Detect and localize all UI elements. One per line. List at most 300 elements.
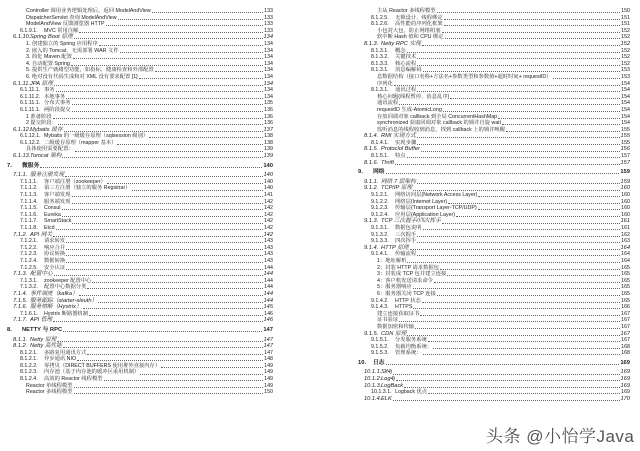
toc-entry-title: 多路复用通讯方式 <box>44 349 87 356</box>
toc-entry[interactable] <box>7 107 273 114</box>
toc-entry[interactable] <box>7 212 273 219</box>
toc-entry[interactable] <box>7 67 273 74</box>
toc-entry-number: 8.1.3.3. <box>371 60 389 67</box>
dot-leader <box>417 255 620 256</box>
toc-entry-page: 159 <box>620 169 630 176</box>
toc-entry-title: HTTPS <box>395 304 413 311</box>
toc-entry[interactable] <box>358 120 630 127</box>
toc-entry-page: 165 <box>621 290 630 297</box>
toc-entry-page: 136 <box>264 113 273 120</box>
toc-entry[interactable] <box>358 107 630 114</box>
toc-entry-title: 主从 Reactor 多线程模型 <box>377 8 436 14</box>
toc-entry-title: Slf4j <box>381 369 393 376</box>
toc-entry[interactable] <box>358 153 630 160</box>
toc-entry[interactable] <box>358 376 630 383</box>
toc-chapter[interactable] <box>358 169 630 176</box>
toc-entry-number: 7.1.6.1. <box>20 310 38 317</box>
dot-leader <box>106 25 264 26</box>
toc-entry[interactable] <box>7 291 273 298</box>
toc-entry-title: 数据包说明 <box>395 225 422 231</box>
toc-entry-title: 服务熔断（Hystrix） <box>30 304 82 311</box>
toc-entry-page: 165 <box>621 284 630 291</box>
toc-entry-number: 9.1.2. <box>364 185 379 192</box>
toc-chapter[interactable] <box>358 360 630 367</box>
toc-entry[interactable] <box>358 8 630 15</box>
toc-entry-title: 息数据结构（接口名称+方法名+参数类型和参数值+超时时间+ requestID） <box>377 73 552 80</box>
toc-entry-title: JPA 原理 <box>30 80 53 87</box>
dot-leader <box>393 374 619 375</box>
toc-entry-title: HTTP 状态 <box>395 297 421 304</box>
toc-entry-title: API 网关 <box>30 231 53 238</box>
toc-entry-page: 160 <box>620 185 630 192</box>
dot-leader <box>421 151 620 152</box>
toc-entry[interactable] <box>7 218 273 225</box>
toc-entry[interactable] <box>358 140 630 147</box>
toc-entry-title: MVC 常用注解 <box>44 27 79 34</box>
dot-leader <box>63 347 263 348</box>
dot-leader <box>62 157 262 158</box>
toc-chapter[interactable] <box>7 163 273 170</box>
toc-entry-page: 134 <box>264 93 273 100</box>
toc-entry[interactable] <box>358 34 630 41</box>
toc-entry-title: 本地事务 <box>44 93 66 100</box>
toc-entry-number: 9.1.4. <box>364 244 379 251</box>
toc-entry[interactable] <box>358 67 630 74</box>
toc-entry-title: 2. 嵌入的 Tomcat，无需部署 WAR 文件 <box>26 47 119 54</box>
toc-entry-title: Hystrix 断路器机制 <box>44 310 89 317</box>
toc-entry-title: 数据加密和传输 <box>377 323 415 330</box>
toc-entry-title: 5. 提供生产就绪型功能，如指标，健康检查和外部配置 <box>26 67 154 74</box>
toc-entry[interactable] <box>7 54 273 61</box>
dot-leader <box>161 367 263 368</box>
dot-leader <box>72 111 264 112</box>
toc-entry-page: 142 <box>264 211 273 218</box>
toc-entry[interactable] <box>358 21 630 28</box>
toc-entry[interactable] <box>7 258 273 265</box>
toc-entry-title: 4：客户机发送请求命令 <box>377 277 433 284</box>
dot-leader <box>434 282 620 283</box>
toc-entry-page: 134 <box>263 34 273 41</box>
dot-leader <box>444 25 620 26</box>
dot-leader <box>140 374 263 375</box>
toc-entry-page: 134 <box>264 87 273 94</box>
toc-entry-title: 网络层(Internet Layer) <box>395 198 448 205</box>
toc-entry-page: 167 <box>621 310 630 317</box>
dot-leader <box>66 255 263 256</box>
toc-entry-number: 7.1.1.3. <box>20 192 38 199</box>
dot-leader <box>450 98 620 99</box>
toc-entry-title: ModelAndView 反馈浏览器 HTTP <box>26 21 105 28</box>
dot-leader <box>437 12 621 13</box>
toc-entry[interactable] <box>358 350 630 357</box>
dot-leader <box>53 236 262 237</box>
dot-leader <box>54 85 263 86</box>
toc-entry-title: 管理系统： <box>395 350 422 357</box>
toc-entry-page: 140 <box>263 162 273 169</box>
toc-entry-title: 服务端发现 <box>44 198 71 205</box>
toc-entry-page: 133 <box>264 21 273 28</box>
toc-entry-page: 142 <box>264 218 273 225</box>
watermark: 头条 @小怡学Java <box>486 427 635 446</box>
toc-entry[interactable] <box>7 74 273 81</box>
toc-entry-page: 169 <box>620 369 630 376</box>
toc-entry-title: Tomcat 架构 <box>30 153 62 160</box>
toc-entry[interactable] <box>358 218 630 225</box>
dot-leader <box>417 137 620 138</box>
toc-entry-title: Reactor 多线程模型 <box>26 389 73 396</box>
toc-entry[interactable] <box>358 271 630 278</box>
toc-entry-page: 169 <box>620 376 630 383</box>
toc-entry[interactable] <box>7 343 273 350</box>
toc-entry-number: 7.1.3.1. <box>20 277 38 284</box>
toc-entry[interactable] <box>358 192 630 199</box>
toc-entry-title: DispatcherServlet 查询 ModelAndView <box>26 14 117 21</box>
toc-entry-page: 142 <box>264 198 273 205</box>
toc-entry-title: API 管理 <box>30 317 53 324</box>
toc-entry[interactable] <box>7 356 273 363</box>
toc-entry-title: 存放回调对象 callback 到全局 ConcurrentHashMap <box>377 113 498 120</box>
toc-entry-number: 7.1.1.6. <box>20 211 38 218</box>
dot-leader <box>506 131 620 132</box>
toc-entry[interactable] <box>7 225 273 232</box>
toc-entry[interactable] <box>7 21 273 28</box>
toc-entry-title: Log4j <box>381 376 395 383</box>
toc-entry-title: ELK <box>381 395 392 402</box>
toc-entry-page: 150 <box>264 389 273 396</box>
toc-entry-page: 140 <box>263 172 273 179</box>
toc-entry-title: 日志 <box>373 359 385 366</box>
toc-entry[interactable] <box>7 238 273 245</box>
toc-entry[interactable] <box>7 153 273 160</box>
toc-entry-title: Logback 优点 <box>395 389 428 396</box>
toc-entry-number: 8.1.2.6. <box>371 21 389 28</box>
toc-entry-page: 138 <box>264 139 273 146</box>
toc-entry-title: 3. 简化 Maven 配置 <box>26 54 72 61</box>
toc-entry-title: Netty 高性能 <box>30 343 62 350</box>
toc-entry[interactable] <box>358 291 630 298</box>
toc-entry-number: 9.1.2.3. <box>371 205 389 212</box>
dot-leader <box>440 269 620 270</box>
toc-entry[interactable] <box>358 74 630 81</box>
toc-entry-title: 数据转换 <box>44 257 66 264</box>
dot-leader <box>422 302 620 303</box>
dot-leader <box>79 295 263 296</box>
dot-leader <box>415 328 620 329</box>
toc-entry-title: 三次握手 <box>395 231 417 238</box>
toc-entry[interactable] <box>7 34 273 41</box>
toc-entry-page: 139 <box>263 153 273 160</box>
toc-entry-number: 9.1.4.2. <box>371 297 389 304</box>
toc-entry-title: 响应合并 <box>44 244 66 251</box>
toc-entry-number: 6.1.11. <box>13 80 30 87</box>
dot-leader <box>118 19 264 20</box>
toc-entry[interactable] <box>7 199 273 206</box>
dot-leader <box>72 203 264 204</box>
toc-entry-page: 140 <box>264 185 273 192</box>
toc-entry[interactable] <box>358 324 630 331</box>
toc-entry-page: 167 <box>621 317 630 324</box>
toc-entry-page: 164 <box>621 251 630 258</box>
dot-leader <box>107 183 263 184</box>
dot-leader <box>66 269 263 270</box>
toc-entry-title: 网络 7 层架构 <box>381 178 416 185</box>
dot-leader <box>77 360 263 361</box>
toc-entry-number: 10.1.3.1. <box>371 389 392 396</box>
dot-leader <box>393 400 620 401</box>
toc-entry-page: 146 <box>263 317 273 324</box>
toc-entry-page: 152 <box>621 54 630 61</box>
toc-entry-number: 10.1.4. <box>364 395 382 402</box>
toc-entry-number: 9.1.2.4. <box>371 211 389 218</box>
toc-entry-page: 160 <box>621 211 630 218</box>
toc-entry[interactable] <box>358 284 630 291</box>
toc-entry-number: 7.1.2.3. <box>20 251 38 258</box>
toc-entry[interactable] <box>358 258 630 265</box>
toc-entry[interactable] <box>7 8 273 15</box>
toc-entry[interactable] <box>358 396 630 403</box>
toc-entry-number: 8.1.2.3. <box>20 369 38 376</box>
dot-leader <box>56 91 264 92</box>
toc-entry-title: 小包封大包，防止网络阻塞 <box>377 27 441 34</box>
toc-entry-number: 7.1.2.5. <box>20 264 38 271</box>
toc-entry-title: 网络 <box>373 169 385 176</box>
toc-entry[interactable] <box>7 251 273 258</box>
toc-entry-title: 2 提交阶段： <box>26 120 57 127</box>
toc-entry-page: 169 <box>621 389 630 396</box>
toc-entry-title: 四次挥手 <box>395 238 417 245</box>
toc-entry[interactable] <box>7 120 273 127</box>
toc-entry[interactable] <box>7 41 273 48</box>
toc-entry-title: Netty 原理 <box>30 336 57 343</box>
toc-entry-page: 167 <box>621 337 630 344</box>
toc-entry-number: 8.1.2.1. <box>20 349 38 356</box>
toc-entry-page: 165 <box>621 264 630 271</box>
toc-entry-page: 160 <box>621 198 630 205</box>
toc-entry-title: 具体使用需要配置： <box>26 146 74 153</box>
dot-leader <box>149 137 263 138</box>
toc-entry-page: 159 <box>620 178 630 185</box>
toc-entry-page: 134 <box>264 73 273 80</box>
dot-leader <box>417 183 620 184</box>
toc-entry-number: 8.1.2.5. <box>371 14 389 21</box>
toc-entry[interactable] <box>358 337 630 344</box>
toc-entry-number: 7.1.5. <box>13 297 28 304</box>
toc-entry[interactable] <box>7 205 273 212</box>
toc-entry[interactable] <box>7 284 273 291</box>
toc-entry[interactable] <box>358 238 630 245</box>
toc-entry-number: 7.1.3.2. <box>20 284 38 291</box>
toc-entry[interactable] <box>7 271 273 278</box>
toc-entry-number: 6.1.11.1. <box>20 106 41 113</box>
toc-entry[interactable] <box>358 369 630 376</box>
dot-leader <box>395 164 620 165</box>
dot-leader <box>413 288 620 289</box>
toc-entry[interactable] <box>7 133 273 140</box>
toc-entry[interactable] <box>358 87 630 94</box>
toc-entry-title: 证书验证 <box>377 317 399 324</box>
toc-entry-page: 137 <box>263 126 273 133</box>
toc-entry-number: 7.1.1.2. <box>20 185 38 192</box>
toc-entry-title: 特点 <box>395 153 406 160</box>
toc-entry-page: 134 <box>264 40 273 47</box>
toc-entry-number: 7.1.1.7. <box>20 218 38 225</box>
toc-entry-page: 133 <box>264 8 273 14</box>
toc-entry-number: 9.1.5.2. <box>371 343 389 350</box>
toc-entry-page: 161 <box>621 225 630 231</box>
toc-entry[interactable] <box>358 100 630 107</box>
toc-entry-page: 155 <box>621 139 630 146</box>
toc-entry-title: TCP 三次握手/四次挥手 <box>381 218 441 225</box>
toc-entry-page: 141 <box>264 192 273 199</box>
toc-entry[interactable] <box>7 389 273 396</box>
dot-leader <box>443 111 620 112</box>
toc-entry[interactable] <box>7 376 273 383</box>
dot-leader <box>404 387 619 388</box>
toc-entry-title: synchronized 获取回调对象 callback 的锁并自旋 wait <box>377 120 501 127</box>
dot-leader <box>104 380 264 381</box>
toc-entry-page: 151 <box>621 21 630 28</box>
toc-entry-number: 8. <box>7 326 12 333</box>
toc-entry[interactable] <box>358 94 630 101</box>
toc-entry-page: 154 <box>621 106 630 113</box>
toc-entry-page: 152 <box>621 47 630 54</box>
dot-leader <box>396 380 620 381</box>
toc-entry[interactable] <box>7 317 273 324</box>
toc-entry-title: LogBack <box>381 382 404 389</box>
toc-entry-title: 服务注册发现 <box>30 172 65 179</box>
toc-entry-number: 8.1.2.4. <box>20 376 38 383</box>
dot-leader <box>437 295 620 296</box>
toc-entry-page: 144 <box>263 271 273 278</box>
toc-entry-page: 143 <box>264 257 273 264</box>
toc-entry-page: 134 <box>264 47 273 54</box>
toc-entry[interactable] <box>358 251 630 258</box>
toc-entry-title: 通讯过程 <box>395 87 417 94</box>
dot-leader <box>447 275 620 276</box>
toc-entry-number: 9.1.4.3. <box>371 304 389 311</box>
toc-entry-page: 170 <box>620 395 630 402</box>
toc-entry-title: 关键技术 <box>395 54 417 61</box>
toc-entry-number: 7.1.1.1. <box>20 178 38 185</box>
toc-entry-number: 8.1.5.1. <box>371 153 389 160</box>
toc-entry-number: 7. <box>7 162 12 169</box>
toc-entry-title: 4. 自动配置 Spring <box>26 60 70 67</box>
dot-leader <box>407 335 619 336</box>
toc-entry[interactable] <box>358 160 630 167</box>
dot-leader <box>155 71 263 72</box>
toc-entry-page: 149 <box>264 382 273 389</box>
toc-entry-title: Protoclol Buffer <box>381 146 420 153</box>
toc-entry-number: 10.1.1. <box>364 369 382 376</box>
toc-entry-page: 147 <box>263 336 273 343</box>
toc-entry[interactable] <box>358 54 630 61</box>
toc-entry-number: 9.1.3. <box>364 218 379 225</box>
toc-entry-number: 6.1.10. <box>13 34 31 41</box>
toc-entry-number: 7.1.2. <box>13 231 28 238</box>
toc-entry-title: 配置中心 <box>30 271 53 278</box>
toc-entry-title: 异步通讯 NIO <box>44 356 77 363</box>
toc-entry[interactable] <box>358 304 630 311</box>
toc-entry-number: 7.1.1.5. <box>20 205 38 212</box>
toc-entry[interactable] <box>7 192 273 199</box>
toc-entry-title: 实现步骤 <box>395 139 417 146</box>
toc-entry[interactable] <box>7 172 273 179</box>
dot-leader <box>417 65 620 66</box>
dot-leader <box>63 331 262 332</box>
toc-chapter[interactable] <box>7 327 273 334</box>
toc-entry[interactable] <box>358 317 630 324</box>
dot-leader <box>66 98 263 99</box>
toc-entry-number: 8.1.3.1. <box>371 67 389 74</box>
toc-entry-number: 6.1.12.1. <box>20 133 41 140</box>
toc-entry-title: 1 准备阶段 <box>26 113 52 120</box>
toc-entry-page: 154 <box>621 100 630 107</box>
toc-entry-number: 8.1.4.1. <box>371 139 389 146</box>
dot-leader <box>422 45 620 46</box>
dot-leader <box>87 354 263 355</box>
toc-entry-page: 144 <box>264 284 273 291</box>
toc-entry-title: 传输层(Transport Layer-TCP/UDP) <box>395 205 477 212</box>
toc-entry-page: 144 <box>264 277 273 284</box>
toc-entry[interactable] <box>358 389 630 396</box>
toc-entry-title: CDN 原理 <box>381 330 407 337</box>
toc-entry-page: 167 <box>620 330 630 337</box>
toc-entry-title: 安全认证 <box>44 264 66 271</box>
dot-leader <box>132 190 264 191</box>
dot-leader <box>553 78 621 79</box>
toc-entry-number: 6.1.13. <box>13 153 31 160</box>
toc-entry-page: 140 <box>264 178 273 185</box>
dot-leader <box>58 124 263 125</box>
toc-entry[interactable] <box>358 311 630 318</box>
toc-entry-number: 9.1.2.1. <box>371 192 389 199</box>
dot-leader <box>139 78 264 79</box>
toc-column-right <box>358 8 630 402</box>
toc-entry-title: Mybatis 缓存 <box>30 126 63 133</box>
toc-entry[interactable] <box>358 225 630 232</box>
toc-entry[interactable] <box>358 298 630 305</box>
toc-entry-page: 155 <box>620 133 630 140</box>
dot-leader <box>40 167 262 168</box>
toc-entry-page: 143 <box>264 251 273 258</box>
toc-entry[interactable] <box>7 87 273 94</box>
toc-entry-page: 142 <box>264 225 273 231</box>
toc-entry[interactable] <box>7 304 273 311</box>
dot-leader <box>399 104 620 105</box>
dot-leader <box>407 262 620 263</box>
toc-entry[interactable] <box>358 205 630 212</box>
toc-entry-title: TCP/IP 原理 <box>381 185 413 192</box>
toc-entry-title: 分发服务系统 <box>395 337 427 344</box>
toc-entry-title: 零拷贝（DIRECT BUFFERS 使用堆外直接内存） <box>44 362 161 369</box>
toc-entry-title: Reactor 单线程模型 <box>26 382 73 389</box>
dot-leader <box>83 308 263 309</box>
toc-entry-title: 6. 绝对没有代码生成和对 XML 没有要求配置 [1] <box>26 73 138 80</box>
toc-entry-title: Spring Boot 原理 <box>30 34 73 41</box>
toc-entry[interactable] <box>358 133 630 140</box>
toc-entry-title: 1：地址解析 <box>377 257 407 264</box>
toc-entry-title: Consul <box>44 205 61 212</box>
toc-entry[interactable] <box>7 100 273 107</box>
toc-entry-page: 142 <box>263 231 273 238</box>
toc-entry[interactable] <box>358 41 630 48</box>
dot-leader <box>410 249 620 250</box>
toc-entry-number: 8.1.3.1. <box>371 87 389 94</box>
toc-entry-page: 145 <box>263 304 273 311</box>
toc-entry-page: 165 <box>621 271 630 278</box>
dot-leader <box>65 176 262 177</box>
toc-entry-title: 软中断 Hash 值和 CPU 绑定 <box>377 34 444 41</box>
